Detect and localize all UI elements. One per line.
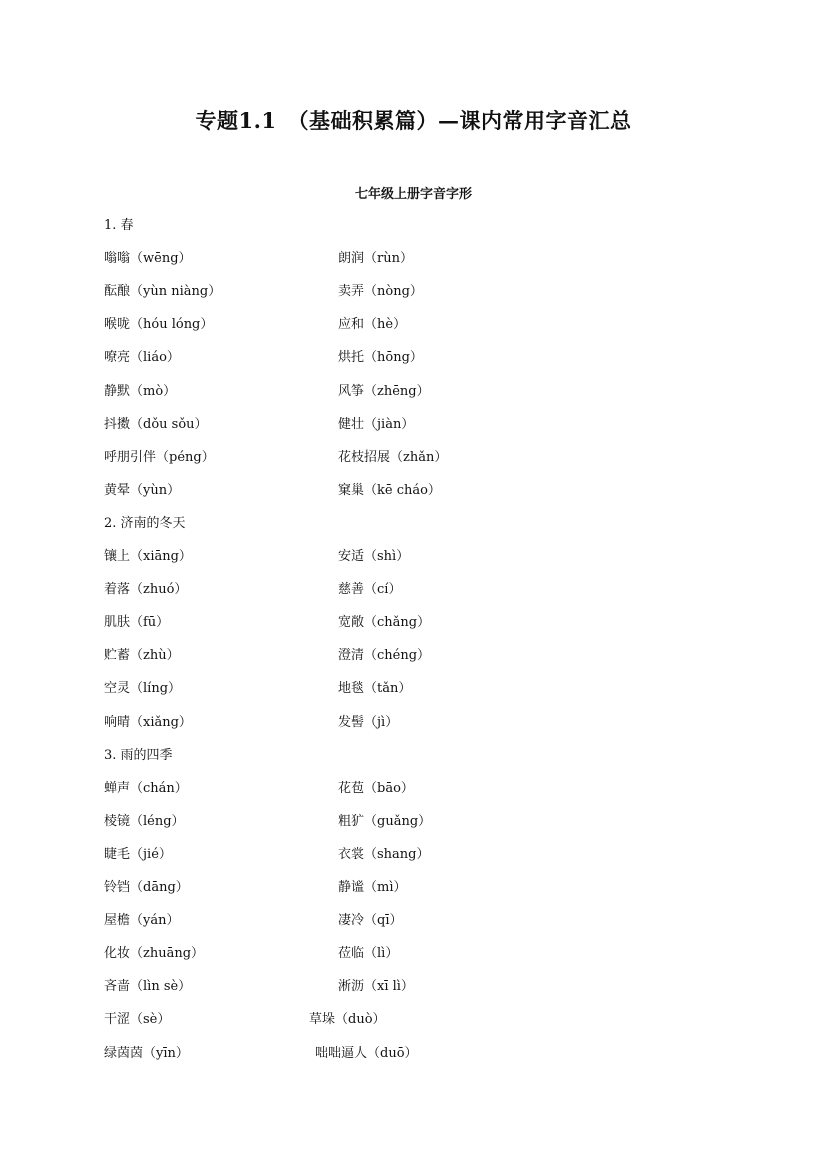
vocab-entry-left: 屋檐（yán） <box>104 913 180 929</box>
vocab-entry-left: 化妆（zhuāng） <box>104 946 205 962</box>
vocab-entry-left: 呼朋引伴（péng） <box>104 449 215 465</box>
vocab-entry-left: 镶上（xiāng） <box>104 549 192 564</box>
vocab-entry-left: 静默（mò） <box>104 383 177 399</box>
vocab-entry-left: 绿茵茵（yīn） <box>104 1045 189 1061</box>
vocab-entry-right: 凄冷（qī） <box>338 913 403 929</box>
vocab-entry-left: 干涩（sè） <box>104 1012 171 1028</box>
vocab-entry-left: 贮蓄（zhù） <box>104 648 180 664</box>
section-heading: 1. 春 <box>104 218 134 233</box>
vocab-entry-right: 花枝招展（zhǎn） <box>338 449 448 465</box>
vocab-entry-left: 肌肤（fū） <box>104 615 170 631</box>
vocab-entry-right: 发髻（jì） <box>338 714 399 730</box>
vocab-entry-left: 空灵（líng） <box>104 681 182 697</box>
vocab-entry-right: 咄咄逼人（duō） <box>315 1045 418 1061</box>
section-heading: 3. 雨的四季 <box>104 747 173 763</box>
vocab-entry-right: 静谧（mì） <box>338 880 407 895</box>
vocab-entry-right: 淅沥（xī lì） <box>338 979 414 995</box>
vocab-entry-right: 烘托（hōng） <box>338 350 423 366</box>
section-subtitle: 七年级上册字音字形 <box>354 187 472 202</box>
vocab-entry-right: 草垛（duò） <box>309 1012 386 1028</box>
vocab-entry-left: 着落（zhuó） <box>104 582 188 598</box>
vocab-entry-left: 黄晕（yùn） <box>104 482 181 498</box>
vocab-entry-right: 花苞（bāo） <box>338 780 414 796</box>
vocab-entry-right: 粗犷（guǎng） <box>338 813 432 829</box>
vocab-entry-left: 蝉声（chán） <box>104 780 188 796</box>
vocab-entry-left: 嗡嗡（wēng） <box>104 251 192 267</box>
vocab-entry-left: 抖擞（dǒu sǒu） <box>104 416 208 432</box>
vocab-entry-left: 睫毛（jié） <box>104 846 172 862</box>
vocab-entry-right: 衣裳（shang） <box>338 846 430 862</box>
vocab-entry-left: 吝啬（lìn sè） <box>104 979 192 995</box>
vocab-entry-right: 慈善（cí） <box>338 582 402 598</box>
vocab-entry-left: 棱镜（léng） <box>104 813 185 829</box>
vocab-entry-right: 风筝（zhēng） <box>338 383 430 399</box>
vocab-entry-left: 酝酿（yùn niàng） <box>104 284 222 300</box>
vocab-entry-left: 喉咙（hóu lóng） <box>104 317 214 333</box>
vocab-entry-right: 应和（hè） <box>338 317 407 333</box>
vocab-entry-left: 铃铛（dāng） <box>104 880 189 895</box>
vocab-entry-left: 嘹亮（liáo） <box>104 350 180 366</box>
vocab-entry-left: 响晴（xiǎng） <box>104 714 192 730</box>
vocab-entry-right: 健壮（jiàn） <box>338 416 415 432</box>
section-heading: 2. 济南的冬天 <box>104 515 186 531</box>
vocab-entry-right: 澄清（chéng） <box>338 648 431 664</box>
vocab-entry-right: 安适（shì） <box>338 549 410 564</box>
vocab-entry-right: 卖弄（nòng） <box>338 284 423 300</box>
vocab-entry-right: 莅临（lì） <box>338 946 399 962</box>
vocab-entry-right: 朗润（rùn） <box>338 251 413 267</box>
vocab-entry-right: 宽敞（chǎng） <box>338 615 431 631</box>
page-title: 专题1.1 （基础积累篇）—课内常用字音汇总 <box>195 108 632 133</box>
vocab-entry-right: 窠巢（kē cháo） <box>338 482 441 498</box>
vocab-entry-right: 地毯（tǎn） <box>338 681 412 697</box>
